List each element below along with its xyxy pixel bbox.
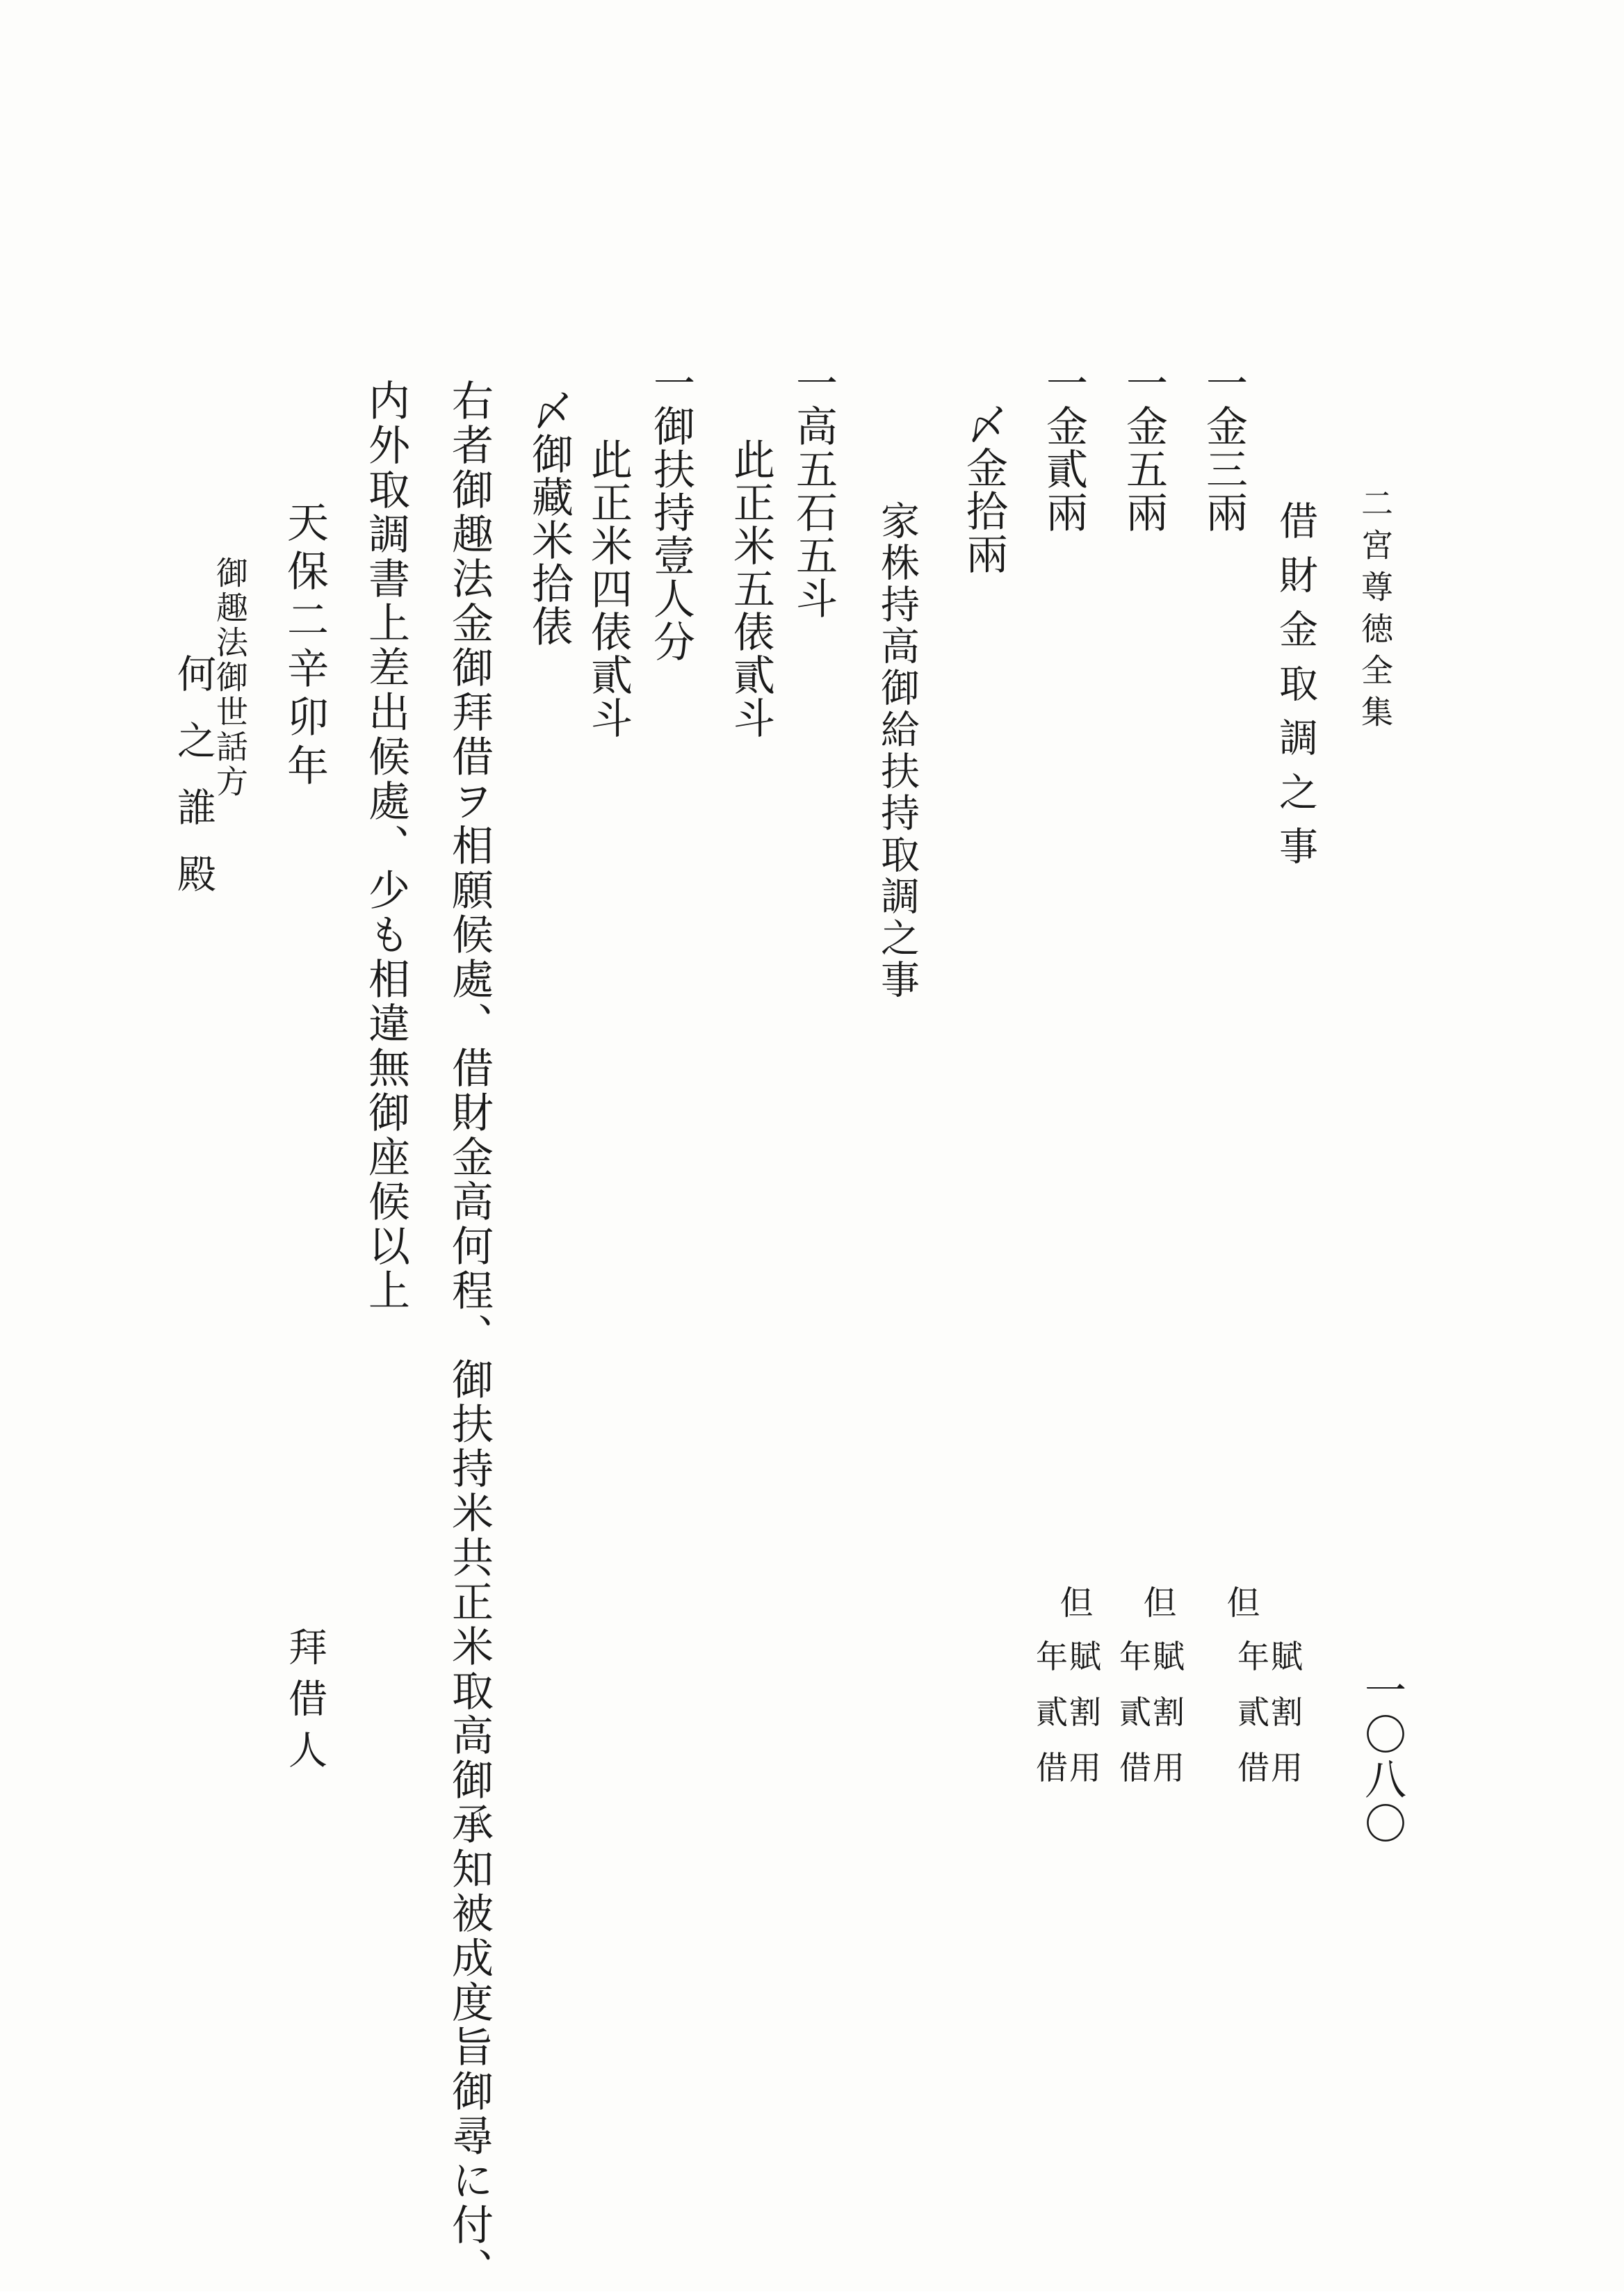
note-line: 貳割 <box>1119 1693 1186 1731</box>
section2-title: 家株持高御給扶持取調之事 <box>875 501 920 1001</box>
date-line: 天保二辛卯年 <box>280 501 329 793</box>
note-prefix: 但 <box>1137 1585 1176 1623</box>
note-line: 借用 <box>1036 1749 1103 1787</box>
statement-line-1: 右者御趣法金御拜借ヲ相願候處、借財金高何程、御扶持米共正米取高御承知被成度旨御尋に付、 <box>445 379 494 2292</box>
note-line: 年賦 <box>1036 1638 1103 1675</box>
holding-total: 〆御藏米拾俵 <box>525 389 574 648</box>
note-prefix: 但 <box>1054 1585 1093 1623</box>
borrower-label: 拜借人 <box>282 1627 327 1781</box>
loan-total: 〆金拾兩 <box>959 403 1008 576</box>
holding-sub-1: 此正米五俵貳斗 <box>726 438 775 740</box>
holding-item-1: 一高五石五斗 <box>789 361 838 620</box>
holding-sub-2: 此正米四俵貳斗 <box>584 438 633 740</box>
note-line: 貳割 <box>1036 1693 1103 1731</box>
note-line: 借用 <box>1237 1749 1304 1787</box>
page-number: 一〇八〇 <box>1358 1668 1406 1846</box>
loan-item-1: 一金三兩 <box>1199 361 1248 534</box>
addressee: 何之誰殿 <box>171 653 216 920</box>
loan-item-3: 一金貳兩 <box>1039 361 1088 534</box>
note-line: 年賦 <box>1119 1638 1186 1675</box>
note-line: 年賦 <box>1237 1638 1304 1675</box>
loan-item-2: 一金五兩 <box>1119 361 1168 534</box>
statement-line-2: 内外取調書上差出候處、少も相違無御座候以上 <box>362 379 410 1313</box>
note-prefix: 但 <box>1221 1585 1260 1623</box>
office-name: 御趣法御世話方 <box>211 556 249 799</box>
holding-item-2: 一御扶持壹人分 <box>647 361 695 663</box>
book-title: 二宮尊徳全集 <box>1356 487 1394 737</box>
note-line: 貳割 <box>1237 1693 1304 1731</box>
section-title: 借財金取調之事 <box>1273 501 1318 880</box>
note-line: 借用 <box>1119 1749 1186 1787</box>
